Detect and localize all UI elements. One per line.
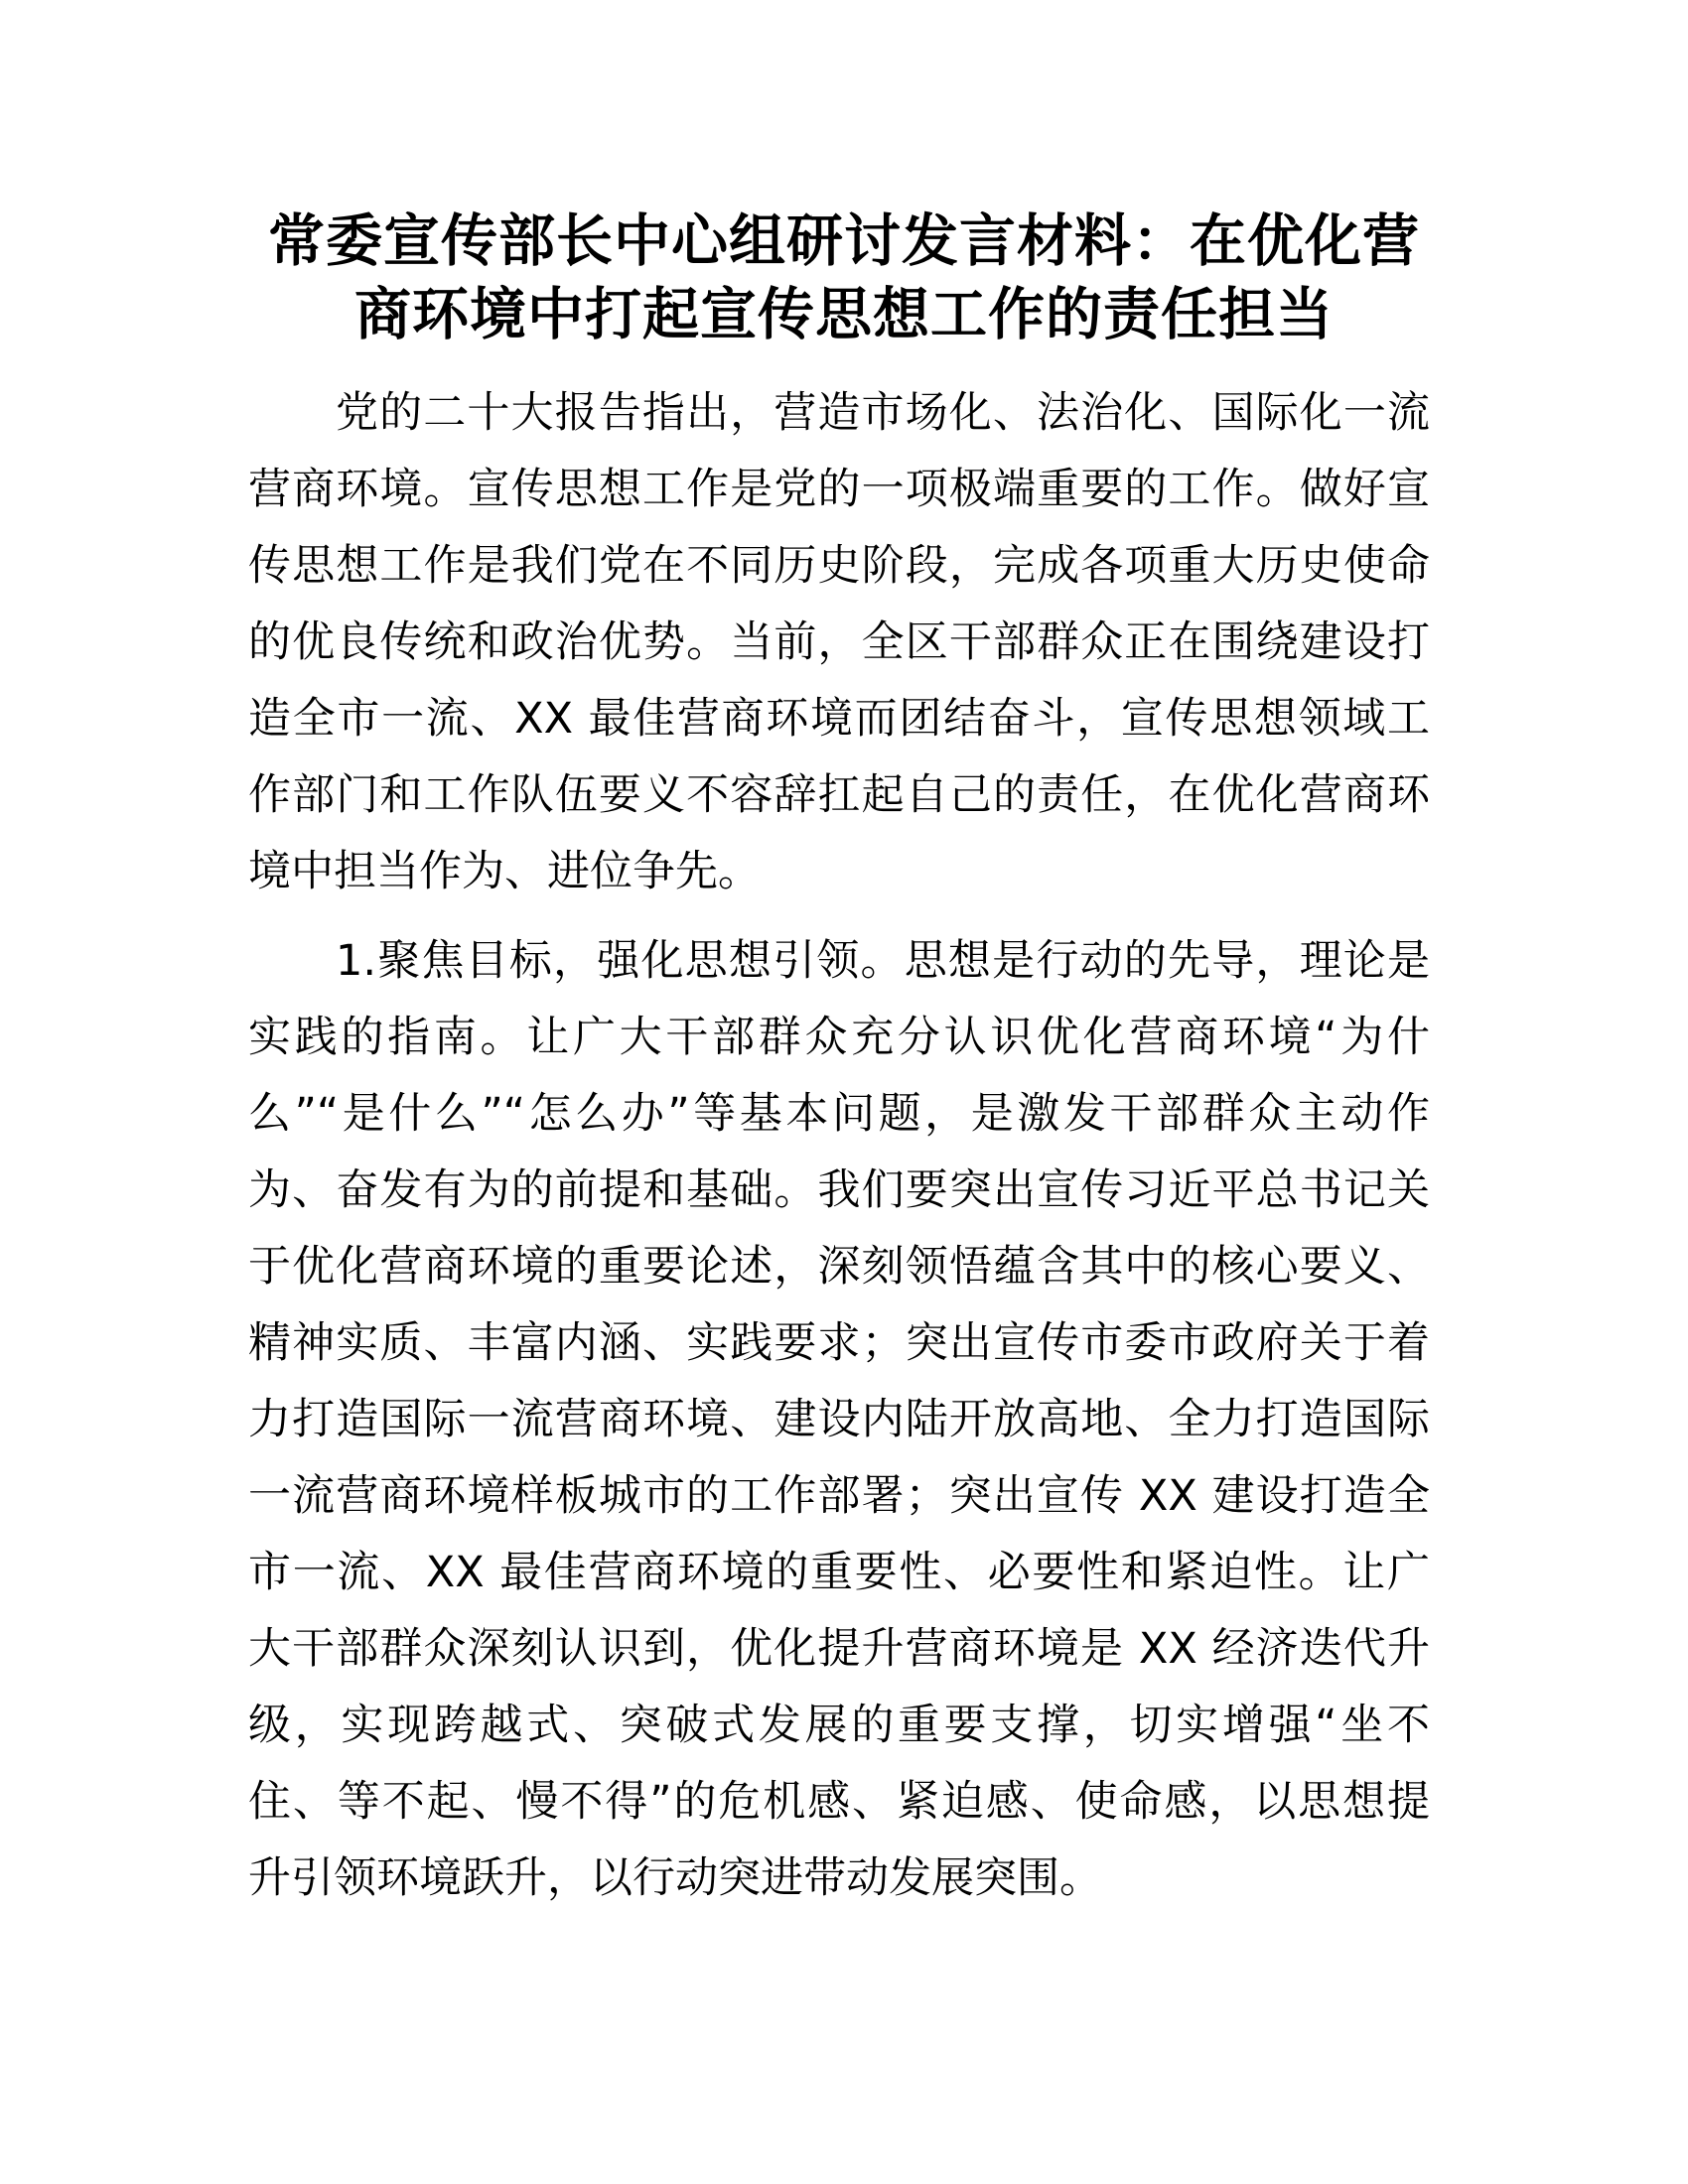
document-body [248, 375, 1430, 1930]
paragraph [248, 923, 1430, 1917]
paragraph-line: 1.聚焦目标，强化思想引领。思想是行动的先导，理论是 [336, 936, 1430, 986]
title-line: 商环境中打起宣传思想工作的责任担当 [354, 282, 1334, 347]
paragraph-line: 住、等不起、慢不得”的危机感、紧迫感、使命感，以思想提 [248, 1777, 1430, 1827]
paragraph-line: 为、奋发有为的前提和基础。我们要突出宣传习近平总书记关 [248, 1165, 1430, 1215]
paragraph-line: 大干部群众深刻认识到，优化提升营商环境是 XX 经济迭代升 [248, 1624, 1430, 1674]
paragraph-line: 作部门和工作队伍要义不容辞扛起自己的责任，在优化营商环 [248, 770, 1430, 820]
paragraph-line: 党的二十大报告指出，营造市场化、法治化、国际化一流 [336, 388, 1430, 438]
paragraph-line: 么”“是什么”“怎么办”等基本问题，是激发干部群众主动作 [248, 1089, 1430, 1139]
paragraph-line: 实践的指南。让广大干部群众充分认识优化营商环境“为什 [248, 1013, 1430, 1062]
paragraph-line: 一流营商环境样板城市的工作部署；突出宣传 XX 建设打造全 [248, 1471, 1430, 1521]
document-title [228, 205, 1460, 351]
paragraph-line: 精神实质、丰富内涵、实践要求；突出宣传市委市政府关于着 [248, 1318, 1430, 1368]
paragraph-line: 于优化营商环境的重要论述，深刻领悟蕴含其中的核心要义、 [248, 1242, 1430, 1292]
paragraph-line: 营商环境。宣传思想工作是党的一项极端重要的工作。做好宣 [248, 465, 1430, 514]
paragraph-line: 市一流、XX 最佳营商环境的重要性、必要性和紧迫性。让广 [248, 1548, 1430, 1597]
paragraph-line: 级，实现跨越式、突破式发展的重要支撑，切实增强“坐不 [248, 1701, 1430, 1750]
paragraph-line: 造全市一流、XX 最佳营商环境而团结奋斗，宣传思想领域工 [248, 694, 1430, 744]
paragraph-line: 力打造国际一流营商环境、建设内陆开放高地、全力打造国际 [248, 1395, 1430, 1444]
paragraph-line: 传思想工作是我们党在不同历史阶段，完成各项重大历史使命 [248, 541, 1430, 591]
paragraph [248, 375, 1430, 910]
title-line: 常委宣传部长中心组研讨发言材料：在优化营 [268, 208, 1420, 274]
paragraph-line: 境中担当作为、进位争先。 [248, 847, 761, 896]
paragraph-line: 升引领环境跃升，以行动突进带动发展突围。 [248, 1853, 1102, 1903]
paragraph-line: 的优良传统和政治优势。当前，全区干部群众正在围绕建设打 [248, 617, 1430, 667]
